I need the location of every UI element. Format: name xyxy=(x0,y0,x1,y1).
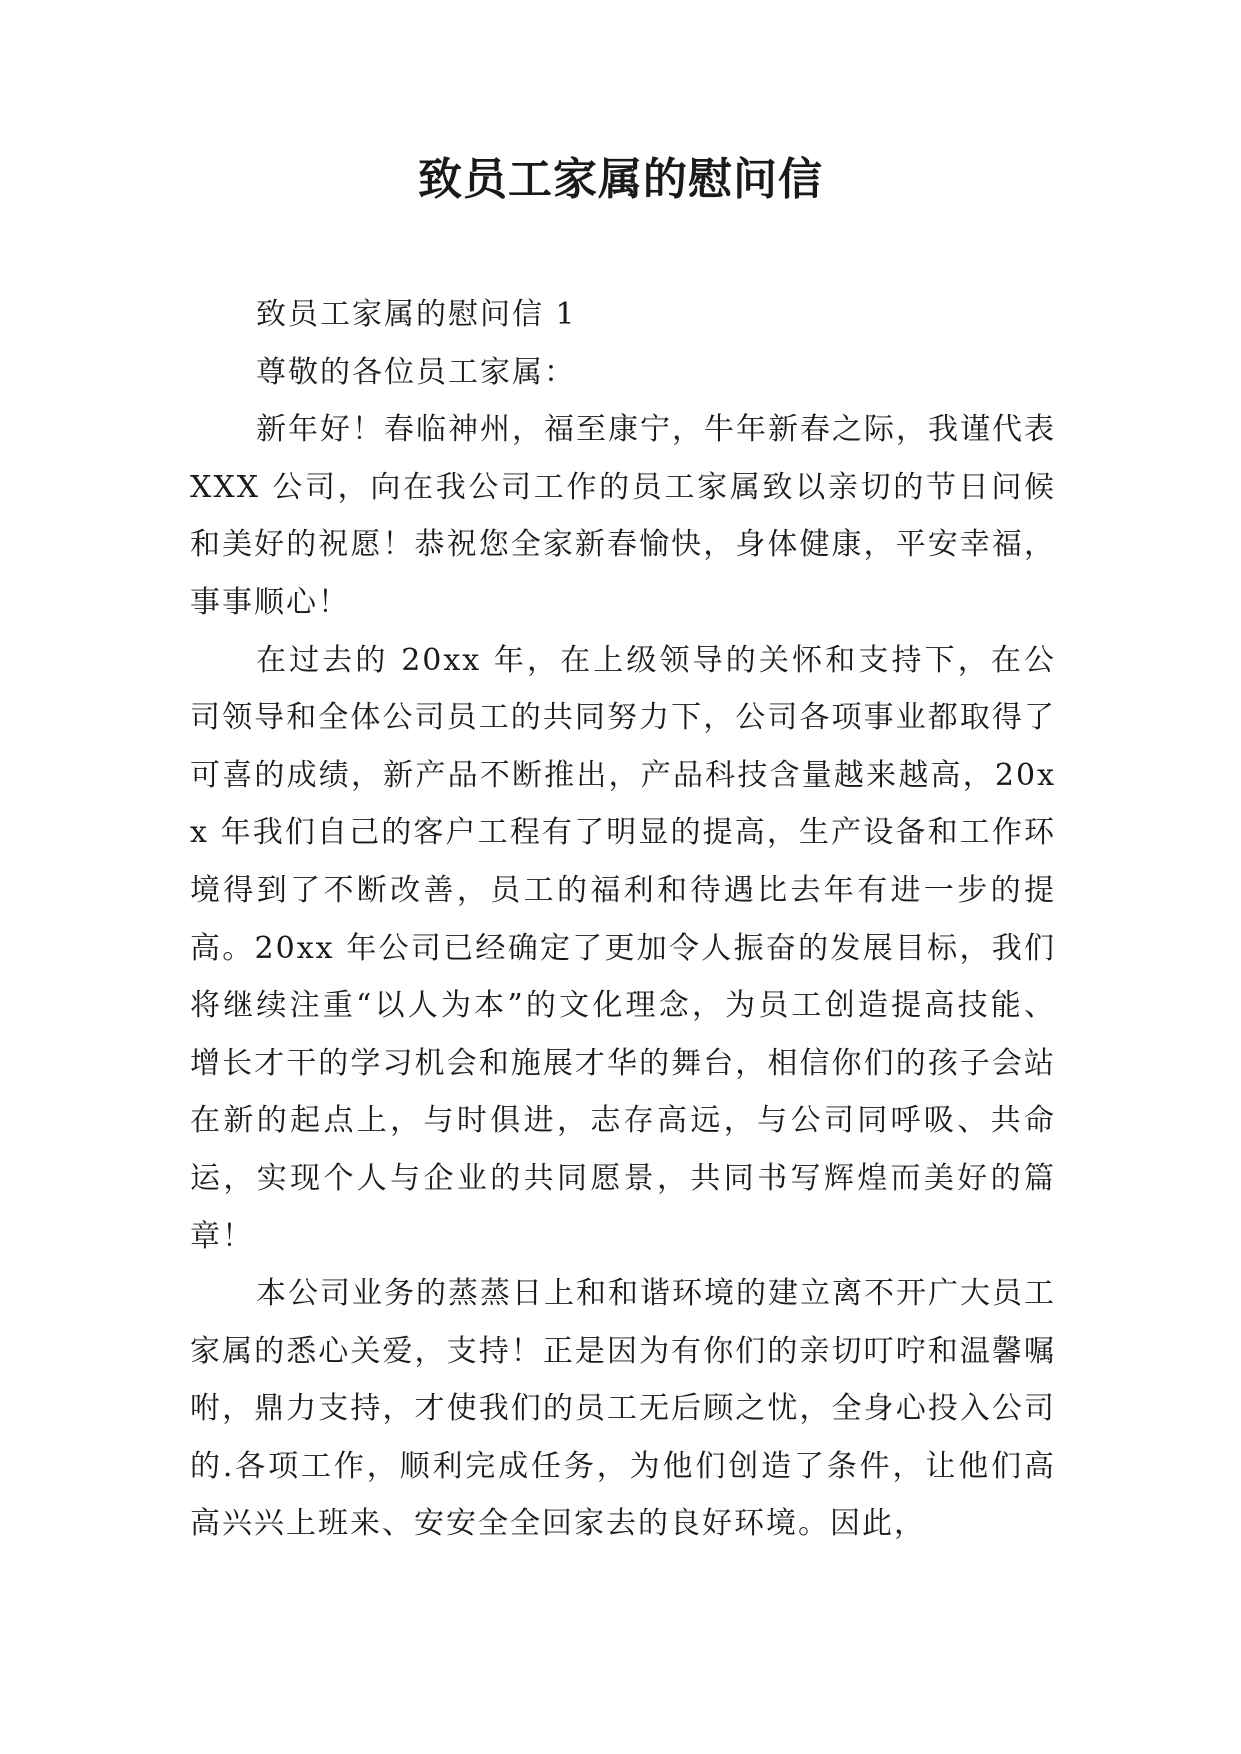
letter-heading: 致员工家属的慰问信 1 xyxy=(256,297,577,332)
paragraph-greeting: 新年好！春临神州，福至康宁，牛年新春之际，我谨代表 XXX 公司，向在我公司工作的员工家属致以亲切的节日问候和美好的祝愿！恭祝您全家新春愉快，身体健康，平安幸福，事事顺心！ xyxy=(190,412,1056,620)
letter-body xyxy=(190,286,1056,1553)
paragraph-achievements: 在过去的 20xx 年，在上级领导的关怀和支持下，在公司领导和全体公司员工的共同努力下，公司各项事业都取得了可喜的成绩，新产品不断推出，产品科技含量越来越高，20xx 年我们自己的客户工程有了明显的提高，生产设备和工作环境得到了不断改善，员工的福利和待遇比去年有进一步的提高。20xx 年公司已经确定了更加令人振奋的发展目标，我们将继续注重“以人为本”的文化理念，为员工创造提高技能、增长才干的学习机会和施展才华的舞台，相信你们的孩子会站在新的起点上，与时俱进，志存高远，与公司同呼吸、共命运，实现个人与企业的共同愿景，共同书写辉煌而美好的篇章！ xyxy=(190,642,1056,1254)
paragraph-thanks: 本公司业务的蒸蒸日上和和谐环境的建立离不开广大员工家属的悉心关爱，支持！正是因为有你们的亲切叮咛和温馨嘱咐，鼎力支持，才使我们的员工无后顾之忧，全身心投入公司的.各项工作，顺利完成任务，为他们创造了条件，让他们高高兴兴上班来、安安全全回家去的良好环境。因此， xyxy=(190,1276,1056,1542)
salutation: 尊敬的各位员工家属： xyxy=(256,354,576,390)
document-title: 致员工家属的慰问信 xyxy=(418,154,823,205)
